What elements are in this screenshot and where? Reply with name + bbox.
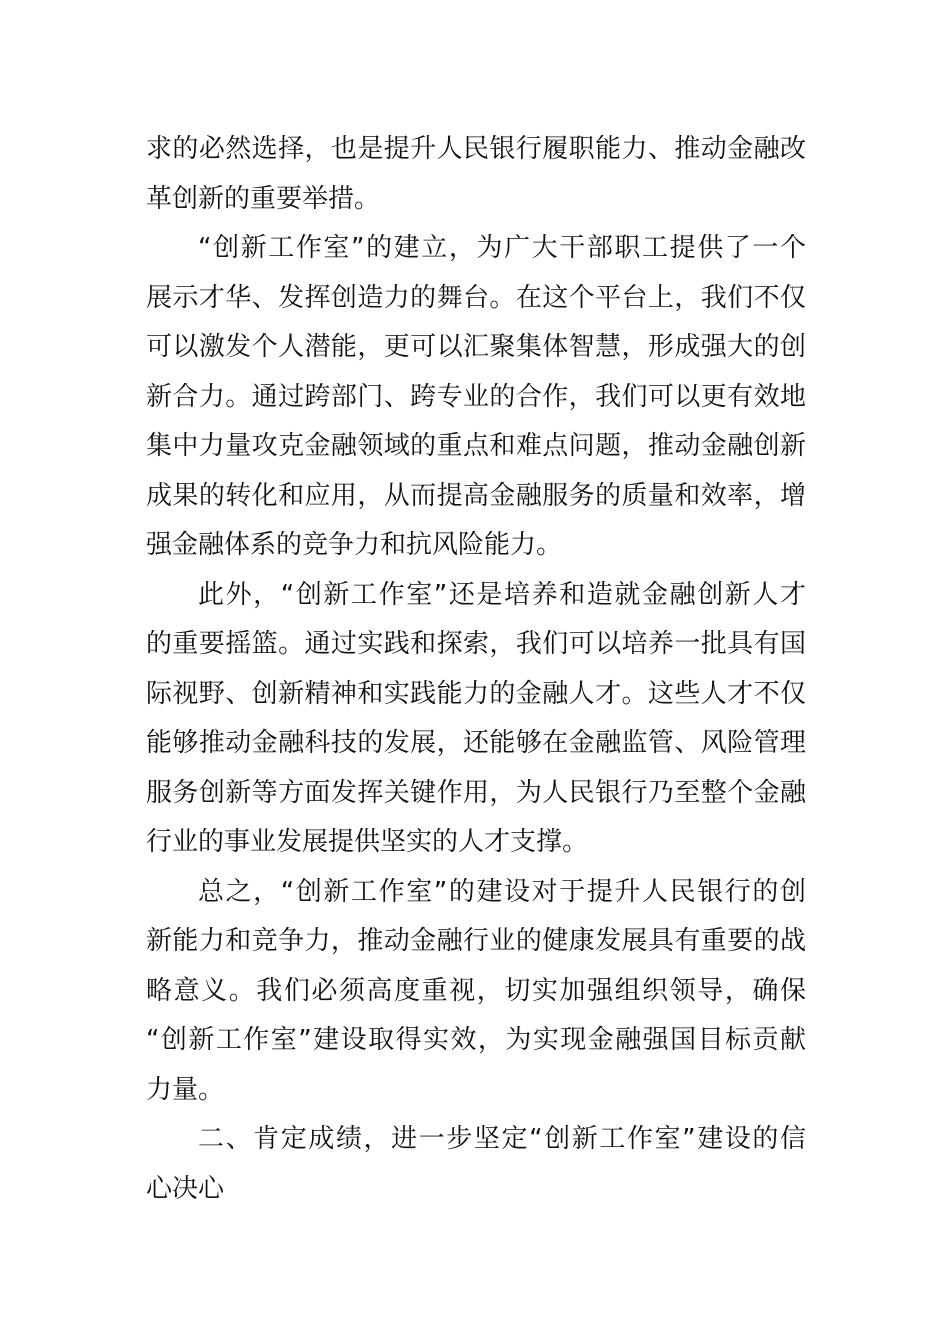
text-line: 力量。 [146,1074,225,1105]
document-body [146,125,806,1214]
text-line: 革创新的重要举措。 [146,183,381,214]
text-line: 可以激发个人潜能，更可以汇聚集体智慧，形成强大的创 [146,332,806,362]
text-line: “创新工作室”的建立，为广大干部职工提供了一个 [198,233,806,263]
text-line: 心决心 [146,1173,225,1204]
text-line: 总之，“创新工作室”的建设对于提升人民银行的创 [198,876,806,907]
text-line: “创新工作室”建设取得实效，为实现金融强国目标贡献 [146,1025,806,1055]
paragraph [146,224,806,571]
text-line: 求的必然选择，也是提升人民银行履职能力、推动金融改 [146,134,806,164]
text-line: 服务创新等方面发挥关键作用，为人民银行乃至整个金融 [146,777,806,808]
text-line: 展示才华、发挥创造力的舞台。在这个平台上，我们不仅 [146,282,806,313]
paragraph [146,125,806,224]
text-line: 此外，“创新工作室”还是培养和造就金融创新人才 [198,579,806,610]
paragraph [146,868,806,1116]
text-line: 行业的事业发展提供坚实的人才支撑。 [146,827,589,857]
text-line: 新能力和竞争力，推动金融行业的健康发展具有重要的战 [146,926,806,956]
text-line: 二、肯定成绩，进一步坚定“创新工作室”建设的信 [198,1124,806,1154]
paragraph [146,571,806,868]
paragraph [146,1115,806,1214]
text-line: 强金融体系的竞争力和抗风险能力。 [146,530,563,560]
text-line: 略意义。我们必须高度重视，切实加强组织领导，确保 [146,975,806,1006]
text-line: 能够推动金融科技的发展，还能够在金融监管、风险管理 [146,728,806,758]
text-line: 的重要摇篮。通过实践和探索，我们可以培养一批具有国 [146,629,806,659]
text-line: 新合力。通过跨部门、跨专业的合作，我们可以更有效地 [146,381,806,412]
text-line: 际视野、创新精神和实践能力的金融人才。这些人才不仅 [146,678,806,709]
text-line: 集中力量攻克金融领域的重点和难点问题，推动金融创新 [146,431,806,461]
text-line: 成果的转化和应用，从而提高金融服务的质量和效率，增 [146,480,806,511]
